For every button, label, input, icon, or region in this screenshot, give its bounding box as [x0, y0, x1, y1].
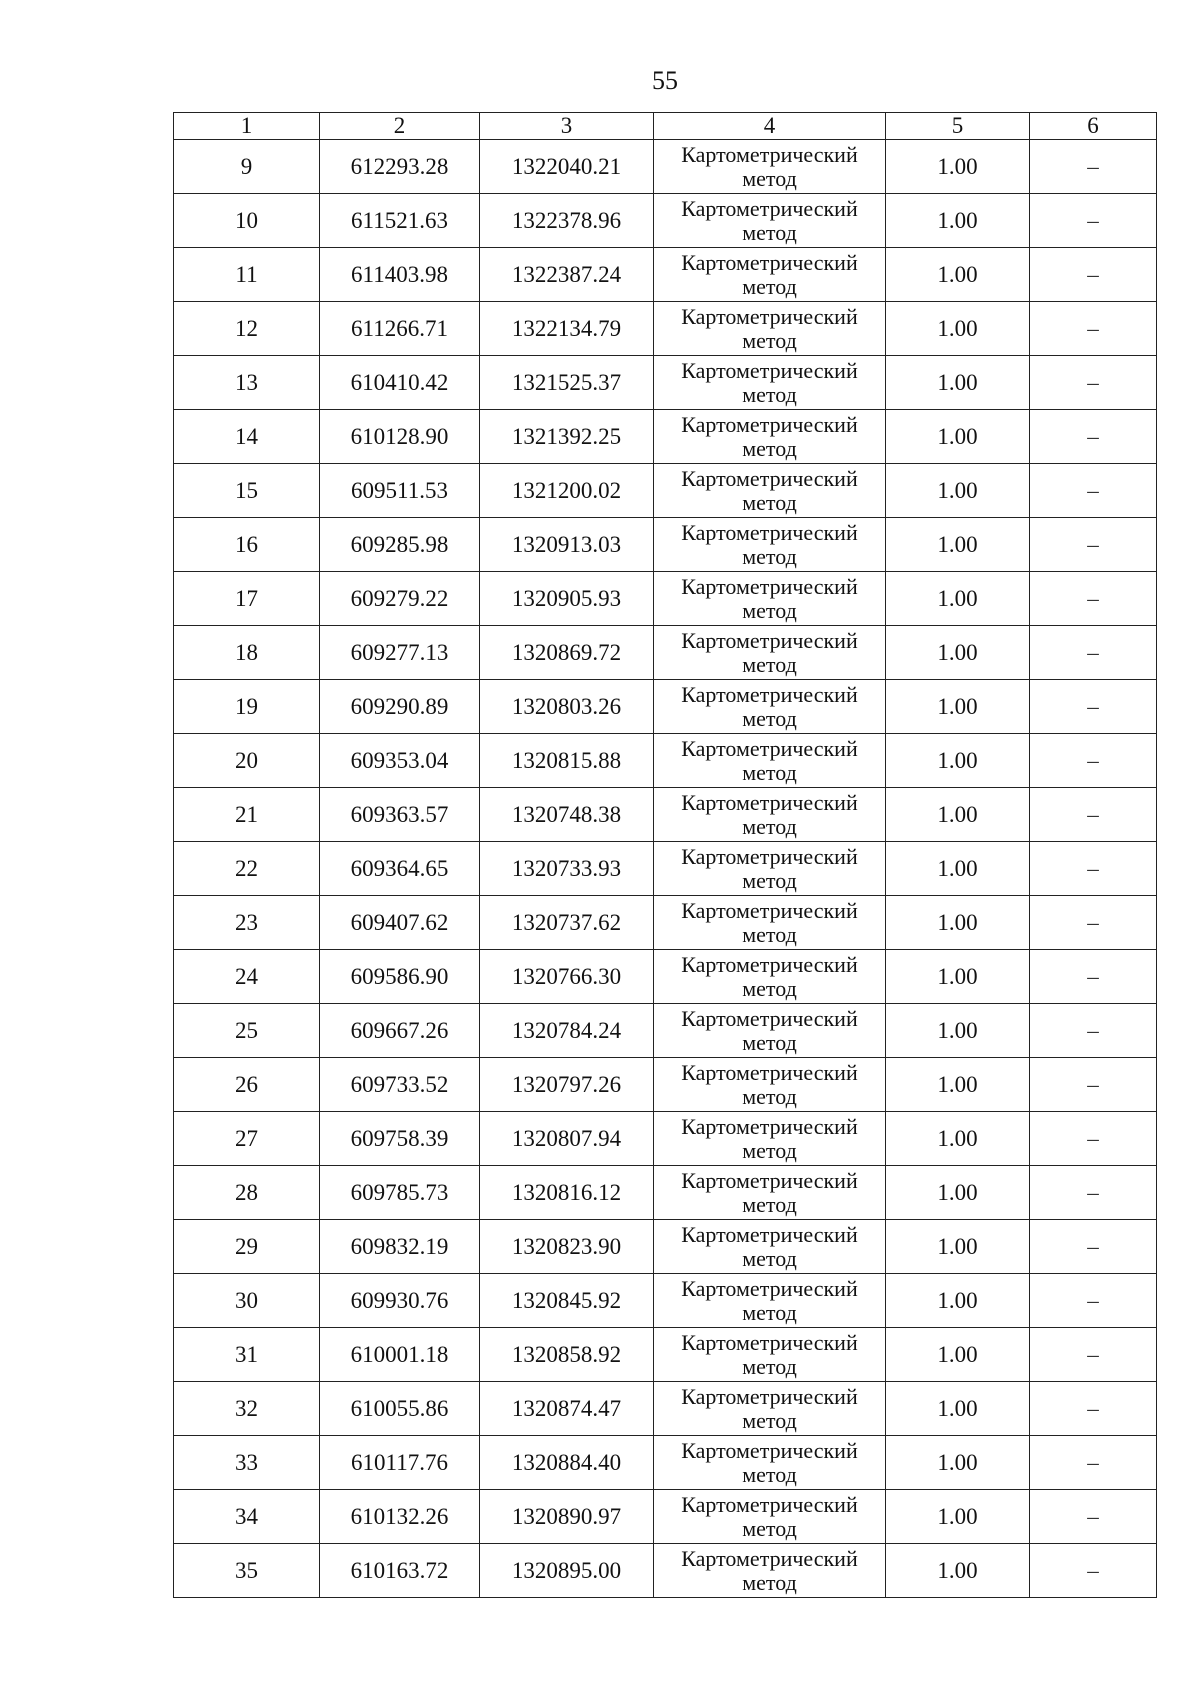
method-line-2: метод [742, 867, 797, 893]
cell-note: – [1030, 1382, 1157, 1436]
cell-accuracy: 1.00 [886, 896, 1030, 950]
cell-x-coordinate: 609930.76 [320, 1274, 480, 1328]
cell-accuracy: 1.00 [886, 1058, 1030, 1112]
cell-y-coordinate: 1320766.30 [480, 950, 654, 1004]
cell-note: – [1030, 1166, 1157, 1220]
method-line-2: метод [742, 597, 797, 623]
cell-method [654, 1436, 886, 1490]
cell-point-number: 18 [174, 626, 320, 680]
cell-note: – [1030, 518, 1157, 572]
cell-point-number: 26 [174, 1058, 320, 1112]
coordinates-table [173, 112, 1157, 1598]
cell-x-coordinate: 611521.63 [320, 194, 480, 248]
method-line-2: метод [742, 1191, 797, 1217]
cell-accuracy: 1.00 [886, 194, 1030, 248]
cell-point-number: 27 [174, 1112, 320, 1166]
cell-method [654, 194, 886, 248]
cell-y-coordinate: 1322387.24 [480, 248, 654, 302]
cell-point-number: 16 [174, 518, 320, 572]
cell-accuracy: 1.00 [886, 518, 1030, 572]
cell-method [654, 518, 886, 572]
table-row [174, 1382, 1157, 1436]
cell-accuracy: 1.00 [886, 842, 1030, 896]
cell-y-coordinate: 1320913.03 [480, 518, 654, 572]
cell-method [654, 1220, 886, 1274]
method-line-1: Картометрический [681, 681, 858, 707]
table-row [174, 1220, 1157, 1274]
column-header-3: 3 [480, 113, 654, 140]
cell-point-number: 28 [174, 1166, 320, 1220]
cell-y-coordinate: 1320884.40 [480, 1436, 654, 1490]
method-line-1: Картометрический [681, 249, 858, 275]
cell-point-number: 35 [174, 1544, 320, 1598]
method-line-2: метод [742, 1515, 797, 1541]
cell-x-coordinate: 609785.73 [320, 1166, 480, 1220]
cell-accuracy: 1.00 [886, 302, 1030, 356]
method-line-1: Картометрический [681, 1329, 858, 1355]
method-line-2: метод [742, 327, 797, 353]
cell-x-coordinate: 609586.90 [320, 950, 480, 1004]
cell-y-coordinate: 1320803.26 [480, 680, 654, 734]
method-line-2: метод [742, 975, 797, 1001]
cell-note: – [1030, 194, 1157, 248]
method-line-1: Картометрический [681, 1167, 858, 1193]
cell-y-coordinate: 1320797.26 [480, 1058, 654, 1112]
table-row [174, 572, 1157, 626]
cell-y-coordinate: 1320895.00 [480, 1544, 654, 1598]
cell-accuracy: 1.00 [886, 950, 1030, 1004]
cell-note: – [1030, 572, 1157, 626]
table-header [174, 113, 1157, 140]
cell-y-coordinate: 1320823.90 [480, 1220, 654, 1274]
cell-method [654, 302, 886, 356]
cell-x-coordinate: 609290.89 [320, 680, 480, 734]
cell-y-coordinate: 1320816.12 [480, 1166, 654, 1220]
cell-y-coordinate: 1321200.02 [480, 464, 654, 518]
cell-accuracy: 1.00 [886, 1112, 1030, 1166]
cell-point-number: 30 [174, 1274, 320, 1328]
cell-note: – [1030, 356, 1157, 410]
cell-point-number: 12 [174, 302, 320, 356]
cell-point-number: 20 [174, 734, 320, 788]
method-line-1: Картометрический [681, 1059, 858, 1085]
method-line-2: метод [742, 759, 797, 785]
cell-method [654, 1112, 886, 1166]
cell-x-coordinate: 610132.26 [320, 1490, 480, 1544]
cell-y-coordinate: 1320737.62 [480, 896, 654, 950]
method-line-1: Картометрический [681, 357, 858, 383]
table-row [174, 1166, 1157, 1220]
cell-accuracy: 1.00 [886, 1166, 1030, 1220]
table-row [174, 1112, 1157, 1166]
table-row [174, 1436, 1157, 1490]
cell-note: – [1030, 1058, 1157, 1112]
cell-point-number: 29 [174, 1220, 320, 1274]
cell-accuracy: 1.00 [886, 734, 1030, 788]
cell-point-number: 34 [174, 1490, 320, 1544]
cell-y-coordinate: 1320845.92 [480, 1274, 654, 1328]
cell-y-coordinate: 1320807.94 [480, 1112, 654, 1166]
cell-note: – [1030, 1112, 1157, 1166]
table-row [174, 518, 1157, 572]
cell-method [654, 626, 886, 680]
cell-y-coordinate: 1320733.93 [480, 842, 654, 896]
cell-point-number: 24 [174, 950, 320, 1004]
cell-note: – [1030, 1490, 1157, 1544]
cell-y-coordinate: 1320905.93 [480, 572, 654, 626]
cell-note: – [1030, 1220, 1157, 1274]
cell-note: – [1030, 410, 1157, 464]
cell-x-coordinate: 611266.71 [320, 302, 480, 356]
cell-y-coordinate: 1322040.21 [480, 140, 654, 194]
cell-point-number: 32 [174, 1382, 320, 1436]
table-row [174, 1544, 1157, 1598]
method-line-1: Картометрический [681, 789, 858, 815]
cell-note: – [1030, 1544, 1157, 1598]
cell-method [654, 842, 886, 896]
table-row [174, 1274, 1157, 1328]
cell-y-coordinate: 1321392.25 [480, 410, 654, 464]
cell-method [654, 896, 886, 950]
method-line-2: метод [742, 165, 797, 191]
cell-accuracy: 1.00 [886, 1328, 1030, 1382]
cell-y-coordinate: 1320858.92 [480, 1328, 654, 1382]
cell-x-coordinate: 609407.62 [320, 896, 480, 950]
method-line-1: Картометрический [681, 843, 858, 869]
cell-point-number: 11 [174, 248, 320, 302]
column-header-1: 1 [174, 113, 320, 140]
cell-point-number: 14 [174, 410, 320, 464]
cell-x-coordinate: 609363.57 [320, 788, 480, 842]
method-line-1: Картометрический [681, 141, 858, 167]
cell-note: – [1030, 140, 1157, 194]
cell-x-coordinate: 609364.65 [320, 842, 480, 896]
cell-method [654, 1166, 886, 1220]
cell-method [654, 356, 886, 410]
cell-x-coordinate: 609279.22 [320, 572, 480, 626]
cell-x-coordinate: 611403.98 [320, 248, 480, 302]
cell-method [654, 1274, 886, 1328]
method-line-1: Картометрический [681, 1113, 858, 1139]
cell-method [654, 680, 886, 734]
cell-point-number: 19 [174, 680, 320, 734]
cell-accuracy: 1.00 [886, 248, 1030, 302]
cell-method [654, 1382, 886, 1436]
table-row [174, 788, 1157, 842]
cell-note: – [1030, 896, 1157, 950]
method-line-2: метод [742, 1083, 797, 1109]
column-header-4: 4 [654, 113, 886, 140]
table-row [174, 842, 1157, 896]
column-header-2: 2 [320, 113, 480, 140]
table-row [174, 410, 1157, 464]
cell-x-coordinate: 609277.13 [320, 626, 480, 680]
cell-method [654, 788, 886, 842]
cell-x-coordinate: 609758.39 [320, 1112, 480, 1166]
method-line-2: метод [742, 1353, 797, 1379]
cell-y-coordinate: 1320784.24 [480, 1004, 654, 1058]
cell-accuracy: 1.00 [886, 1004, 1030, 1058]
table-row [174, 356, 1157, 410]
cell-point-number: 17 [174, 572, 320, 626]
cell-point-number: 13 [174, 356, 320, 410]
method-line-1: Картометрический [681, 1005, 858, 1031]
table-row [174, 194, 1157, 248]
table-row [174, 1058, 1157, 1112]
method-line-1: Картометрический [681, 573, 858, 599]
method-line-1: Картометрический [681, 1383, 858, 1409]
cell-method [654, 1490, 886, 1544]
cell-note: – [1030, 248, 1157, 302]
method-line-1: Картометрический [681, 195, 858, 221]
method-line-2: метод [742, 813, 797, 839]
method-line-2: метод [742, 921, 797, 947]
cell-method [654, 1058, 886, 1112]
table-body [174, 140, 1157, 1598]
cell-x-coordinate: 612293.28 [320, 140, 480, 194]
method-line-2: метод [742, 1299, 797, 1325]
method-line-2: метод [742, 1245, 797, 1271]
table-row [174, 950, 1157, 1004]
cell-x-coordinate: 609353.04 [320, 734, 480, 788]
cell-accuracy: 1.00 [886, 1490, 1030, 1544]
table-row [174, 1004, 1157, 1058]
cell-accuracy: 1.00 [886, 356, 1030, 410]
cell-accuracy: 1.00 [886, 1544, 1030, 1598]
cell-point-number: 9 [174, 140, 320, 194]
method-line-1: Картометрический [681, 1545, 858, 1571]
cell-note: – [1030, 788, 1157, 842]
cell-method [654, 140, 886, 194]
method-line-2: метод [742, 219, 797, 245]
cell-note: – [1030, 626, 1157, 680]
cell-point-number: 25 [174, 1004, 320, 1058]
table-row [174, 680, 1157, 734]
method-line-1: Картометрический [681, 627, 858, 653]
cell-method [654, 734, 886, 788]
cell-accuracy: 1.00 [886, 572, 1030, 626]
method-line-1: Картометрический [681, 465, 858, 491]
cell-note: – [1030, 680, 1157, 734]
cell-point-number: 33 [174, 1436, 320, 1490]
table-row [174, 302, 1157, 356]
cell-y-coordinate: 1320890.97 [480, 1490, 654, 1544]
cell-method [654, 248, 886, 302]
cell-accuracy: 1.00 [886, 1220, 1030, 1274]
cell-y-coordinate: 1322378.96 [480, 194, 654, 248]
cell-x-coordinate: 609733.52 [320, 1058, 480, 1112]
method-line-1: Картометрический [681, 1491, 858, 1517]
method-line-1: Картометрический [681, 303, 858, 329]
method-line-1: Картометрический [681, 1221, 858, 1247]
table-row [174, 1490, 1157, 1544]
cell-x-coordinate: 610055.86 [320, 1382, 480, 1436]
cell-note: – [1030, 950, 1157, 1004]
cell-method [654, 410, 886, 464]
cell-note: – [1030, 464, 1157, 518]
table-row [174, 734, 1157, 788]
table-row [174, 896, 1157, 950]
header-row [174, 113, 1157, 140]
method-line-1: Картометрический [681, 519, 858, 545]
cell-method [654, 950, 886, 1004]
cell-accuracy: 1.00 [886, 788, 1030, 842]
method-line-2: метод [742, 705, 797, 731]
cell-x-coordinate: 609511.53 [320, 464, 480, 518]
table-row [174, 464, 1157, 518]
cell-method [654, 1544, 886, 1598]
method-line-2: метод [742, 1029, 797, 1055]
cell-x-coordinate: 609832.19 [320, 1220, 480, 1274]
cell-point-number: 23 [174, 896, 320, 950]
page-number: 55 [652, 66, 678, 95]
cell-point-number: 21 [174, 788, 320, 842]
cell-note: – [1030, 1436, 1157, 1490]
method-line-2: метод [742, 1407, 797, 1433]
cell-note: – [1030, 1004, 1157, 1058]
cell-point-number: 15 [174, 464, 320, 518]
cell-y-coordinate: 1320874.47 [480, 1382, 654, 1436]
cell-y-coordinate: 1320869.72 [480, 626, 654, 680]
cell-y-coordinate: 1320748.38 [480, 788, 654, 842]
cell-accuracy: 1.00 [886, 1274, 1030, 1328]
cell-x-coordinate: 610410.42 [320, 356, 480, 410]
cell-note: – [1030, 1328, 1157, 1382]
method-line-1: Картометрический [681, 411, 858, 437]
cell-y-coordinate: 1322134.79 [480, 302, 654, 356]
cell-x-coordinate: 609667.26 [320, 1004, 480, 1058]
cell-note: – [1030, 734, 1157, 788]
method-line-2: метод [742, 543, 797, 569]
cell-x-coordinate: 610128.90 [320, 410, 480, 464]
method-line-1: Картометрический [681, 735, 858, 761]
cell-point-number: 22 [174, 842, 320, 896]
column-header-6: 6 [1030, 113, 1157, 140]
cell-x-coordinate: 610117.76 [320, 1436, 480, 1490]
cell-x-coordinate: 609285.98 [320, 518, 480, 572]
cell-note: – [1030, 302, 1157, 356]
method-line-2: метод [742, 435, 797, 461]
method-line-1: Картометрический [681, 897, 858, 923]
table-row [174, 626, 1157, 680]
method-line-1: Картометрический [681, 1437, 858, 1463]
method-line-2: метод [742, 1137, 797, 1163]
method-line-1: Картометрический [681, 1275, 858, 1301]
cell-y-coordinate: 1321525.37 [480, 356, 654, 410]
column-header-5: 5 [886, 113, 1030, 140]
cell-x-coordinate: 610001.18 [320, 1328, 480, 1382]
method-line-2: метод [742, 1461, 797, 1487]
method-line-2: метод [742, 1569, 797, 1595]
method-line-2: метод [742, 381, 797, 407]
cell-accuracy: 1.00 [886, 680, 1030, 734]
cell-method [654, 464, 886, 518]
table-row [174, 1328, 1157, 1382]
method-line-2: метод [742, 489, 797, 515]
cell-accuracy: 1.00 [886, 464, 1030, 518]
cell-method [654, 1328, 886, 1382]
cell-point-number: 10 [174, 194, 320, 248]
cell-point-number: 31 [174, 1328, 320, 1382]
cell-x-coordinate: 610163.72 [320, 1544, 480, 1598]
table-row [174, 248, 1157, 302]
cell-accuracy: 1.00 [886, 626, 1030, 680]
method-line-2: метод [742, 273, 797, 299]
cell-method [654, 572, 886, 626]
cell-accuracy: 1.00 [886, 410, 1030, 464]
cell-accuracy: 1.00 [886, 1436, 1030, 1490]
cell-accuracy: 1.00 [886, 140, 1030, 194]
cell-note: – [1030, 1274, 1157, 1328]
cell-method [654, 1004, 886, 1058]
method-line-2: метод [742, 651, 797, 677]
cell-note: – [1030, 842, 1157, 896]
method-line-1: Картометрический [681, 951, 858, 977]
cell-accuracy: 1.00 [886, 1382, 1030, 1436]
cell-y-coordinate: 1320815.88 [480, 734, 654, 788]
table-row [174, 140, 1157, 194]
